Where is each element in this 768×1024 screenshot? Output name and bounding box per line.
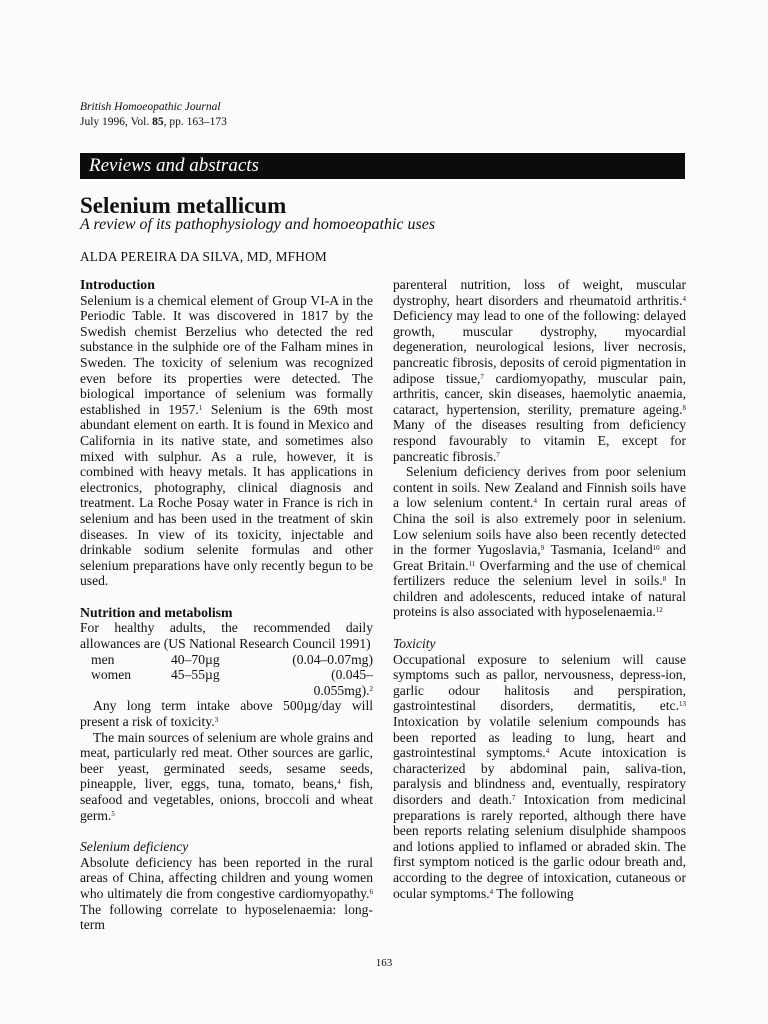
section-heading-toxicity: Toxicity <box>393 636 436 652</box>
citation-ref: 8 <box>682 403 686 412</box>
intake-row-women: women 45–55µg (0.045–0.055mg).$^2$ <box>91 667 373 698</box>
intake-row-men: men 40–70µg (0.04–0.07mg) <box>91 651 373 667</box>
citation-ref: 4 <box>545 747 550 756</box>
article-subtitle: A review of its pathophysiology and homoeopathic uses <box>80 216 436 233</box>
citation-ref: 3 <box>214 716 219 725</box>
journal-citation <box>80 100 227 130</box>
citation-ref: 4 <box>489 887 494 896</box>
paragraph-introduction: Selenium is a chemical element of Group VI-A in the Periodic Table. It was discovered in 1817 by the Swedish chemist Berzelius who detected the red substance in the sulphide ore of the Falham mines in Sweden. The toxicity of selenium was recognized even before its properties were detected. The biological importance of selenium was formally established in 1957.$^1$ Selenium is the 69th most abundant element on earth. It is found in Mexico and California in its native state, and sometimes also mixed with sulphur. As a rule, however, it is combined with heavy metals. It has applications in electronics, photography, clinical diagnosis and treatment. La Roche Posay water in France is rich in selenium and has been used in the treatment of skin diseases. In view of its toxicity, injectable and drinkable sodium selenite formulas and other selenium preparations have only recently begun to be used. <box>80 292 373 589</box>
section-heading-introduction: Introduction <box>80 277 155 292</box>
article-title: Selenium metallicum <box>80 193 287 218</box>
paragraph-intake-risk: Any long term intake above 500µg/day will present a risk of toxicity.$^3$ <box>80 698 373 730</box>
citation-ref: 4 <box>337 778 341 787</box>
citation-ref: 10 <box>652 544 660 553</box>
paragraph-deficiency-continued: parenteral nutrition, loss of weight, muscular dystrophy, heart disorders and rheumatoid arthritis.$^4$ Deficiency may lead to one of the following: delayed growth, muscular dystrophy, myocardial degeneration, neurological lesions, liver necrosis, pancreatic fibrosis, deposits of ceroid pigmentation in adipose tissue,$^7$ cardiomyopathy, muscular pain, arthritis, cancer, skin diseases, haemolytic anaemia, cataract, hypertension, sterility, premature ageing.$^8$ Many of the diseases resulting from deficiency respond favourably to vitamin E, except for pancreatic fibrosis.$^7$ <box>393 277 686 464</box>
citation-ref: 7 <box>496 450 500 459</box>
citation-ref: 12 <box>655 606 663 615</box>
journal-name: British Homoeopathic Journal <box>80 101 221 113</box>
journal-issue <box>80 115 227 130</box>
citation-ref: 2 <box>369 684 373 693</box>
issue-date: July 1996, Vol. <box>80 116 153 128</box>
citation-ref: 4 <box>533 497 537 506</box>
citation-ref: 7 <box>511 794 516 802</box>
left-column <box>80 277 373 933</box>
section-banner: Reviews and abstracts <box>80 153 685 179</box>
citation-ref: 1 <box>198 403 203 412</box>
page-range: , pp. 163–173 <box>163 116 227 128</box>
paragraph-deficiency: Absolute deficiency has been reported in the rural areas of China, affecting children and young women who ultimately die from congestive cardiomyopathy.$^6$ The following correlate to hyposelenaemia: long-term <box>80 854 373 933</box>
section-heading-nutrition: Nutrition and metabolism <box>80 604 233 620</box>
paragraph-soils: Selenium deficiency derives from poor selenium content in soils. New Zealand and Finnish soils have a low selenium content.$^4$ In certain rural areas of China the soil is also extremely poor in selenium. Low selenium soils have also been recently detected in the former Yugoslavia,$^9$ Tasmania, Iceland$^{10}$ and Great Britain.$^{11}$ Overfarming and the use of chemical fertilizers reduce the selenium level in soils.$^8$ In children and adolescents, reduced intake of natural proteins is also associated with hyposelenaemia.$^{12}$ <box>393 464 687 620</box>
paragraph-nutrition: For healthy adults, the recommended daily allowances are (US National Research Council 1991) <box>80 620 373 652</box>
citation-ref: 9 <box>540 544 545 553</box>
paragraph-sources: The main sources of selenium are whole grains and meat, particularly red meat. Other sources are garlic, beer yeast, germinated seeds, sesame seeds, pineapple, liver, eggs, tuna, tomato, beans,$^4$ fish, seafood and vegetables, onions, broccoli and wheat germ.$^5$ <box>80 729 374 823</box>
citation-ref: 13 <box>679 700 686 709</box>
page-number: 163 <box>375 957 393 969</box>
citation-ref: 7 <box>480 372 484 381</box>
citation-ref: 8 <box>662 575 667 584</box>
section-heading-deficiency: Selenium deficiency <box>80 839 189 855</box>
citation-ref: 6 <box>369 887 373 896</box>
citation-ref: 11 <box>468 559 476 568</box>
right-column <box>393 277 686 901</box>
citation-ref: 5 <box>111 809 115 818</box>
paragraph-toxicity: Occupational exposure to selenium will cause symptoms such as pallor, nervousness, depress-ion, garlic odour halitosis and perspiration, gastrointestinal disorders, dermatitis, etc.$^{13}$ Intoxication by volatile selenium compounds has been reported as leading to lung, heart and gastrointestinal symptoms.$^4$ Acute intoxication is characterized by abdominal pain, saliva-tion, paralysis and blindness and, eventually, respiratory disorders and death.$^7$ Intoxication from medicinal preparations is rarely reported, although there have been reports relating selenium disulphide shampoos and lotions applied to inflamed or abraded skin. The first symptom noticed is the garlic odour breath and, according to the degree of intoxication, cutaneous or ocular symptoms.$^4$ The following <box>393 651 687 901</box>
article-author: ALDA PEREIRA DA SILVA, MD, MFHOM <box>80 249 327 264</box>
volume-number: 85 <box>152 116 164 128</box>
citation-ref: 4 <box>682 294 686 303</box>
